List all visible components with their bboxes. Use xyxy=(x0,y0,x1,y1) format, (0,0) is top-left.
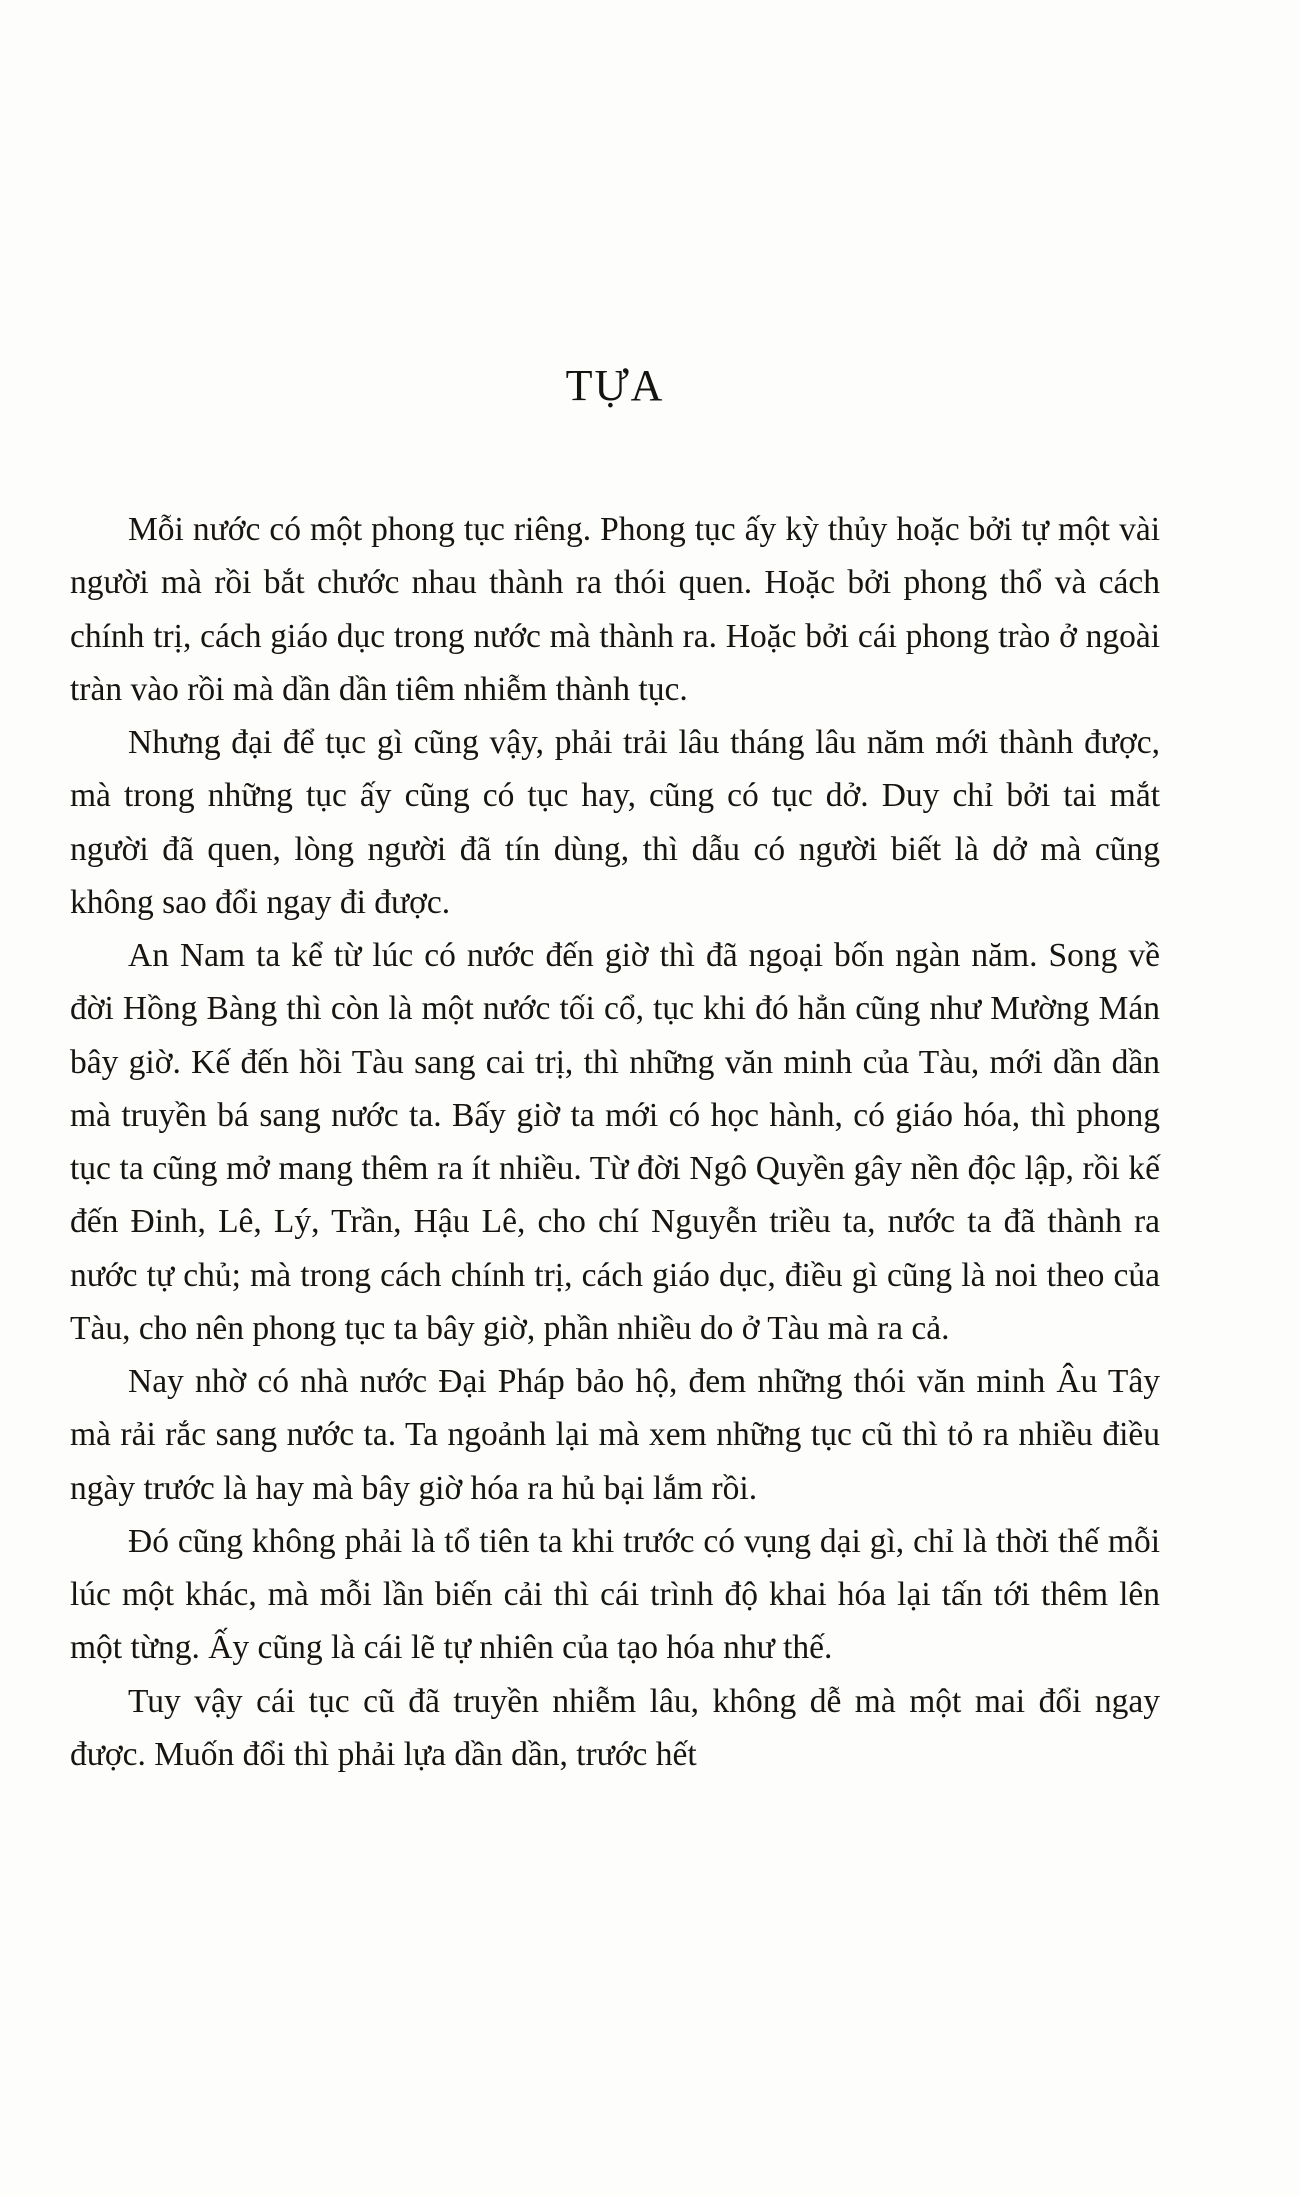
paragraph: Tuy vậy cái tục cũ đã truyền nhiễm lâu, không dễ mà một mai đổi ngay được. Muốn đổi thì phải lựa dần dần, trước hết xyxy=(70,1682,1160,1773)
page-content xyxy=(70,0,1160,2196)
body-text xyxy=(70,411,1160,1781)
paragraph: Nhưng đại để tục gì cũng vậy, phải trải lâu tháng lâu năm mới thành được, mà trong những tục ấy cũng có tục hay, cũng có tục dở. Duy chỉ bởi tai mắt người đã quen, lòng người đã tín dùng, thì dẫu có người biết là dở mà cũng không sao đổi ngay đi được. xyxy=(70,724,1160,921)
paragraph: An Nam ta kể từ lúc có nước đến giờ thì đã ngoại bốn ngàn năm. Song về đời Hồng Bàng thì còn là một nước tối cổ, tục khi đó hẳn cũng như Mường Mán bây giờ. Kế đến hồi Tàu sang cai trị, thì những văn minh của Tàu, mới dần dần mà truyền bá sang nước ta. Bấy giờ ta mới có học hành, có giáo hóa, thì phong tục ta cũng mở mang thêm ra ít nhiều. Từ đời Ngô Quyền gây nền độc lập, rồi kế đến Đinh, Lê, Lý, Trần, Hậu Lê, cho chí Nguyễn triều ta, nước ta đã thành ra nước tự chủ; mà trong cách chính trị, cách giáo dục, điều gì cũng là noi theo của Tàu, cho nên phong tục ta bây giờ, phần nhiều do ở Tàu mà ra cả. xyxy=(70,937,1160,1347)
paragraph: Mỗi nước có một phong tục riêng. Phong tục ấy kỳ thủy hoặc bởi tự một vài người mà rồi bắt chước nhau thành ra thói quen. Hoặc bởi phong thổ và cách chính trị, cách giáo dục trong nước mà thành ra. Hoặc bởi cái phong trào ở ngoài tràn vào rồi mà dần dần tiêm nhiễm thành tục. xyxy=(70,511,1160,708)
page-title: TỰA xyxy=(565,361,665,410)
paragraph: Nay nhờ có nhà nước Đại Pháp bảo hộ, đem những thói văn minh Âu Tây mà rải rắc sang nước ta. Ta ngoảnh lại mà xem những tục cũ thì tỏ ra nhiều điều ngày trước là hay mà bây giờ hóa ra hủ bại lắm rồi. xyxy=(70,1363,1160,1507)
paragraph: Đó cũng không phải là tổ tiên ta khi trước có vụng dại gì, chỉ là thời thế mỗi lúc một khác, mà mỗi lần biến cải thì cái trình độ khai hóa lại tấn tới thêm lên một từng. Ấy cũng là cái lẽ tự nhiên của tạo hóa như thế. xyxy=(70,1522,1160,1667)
